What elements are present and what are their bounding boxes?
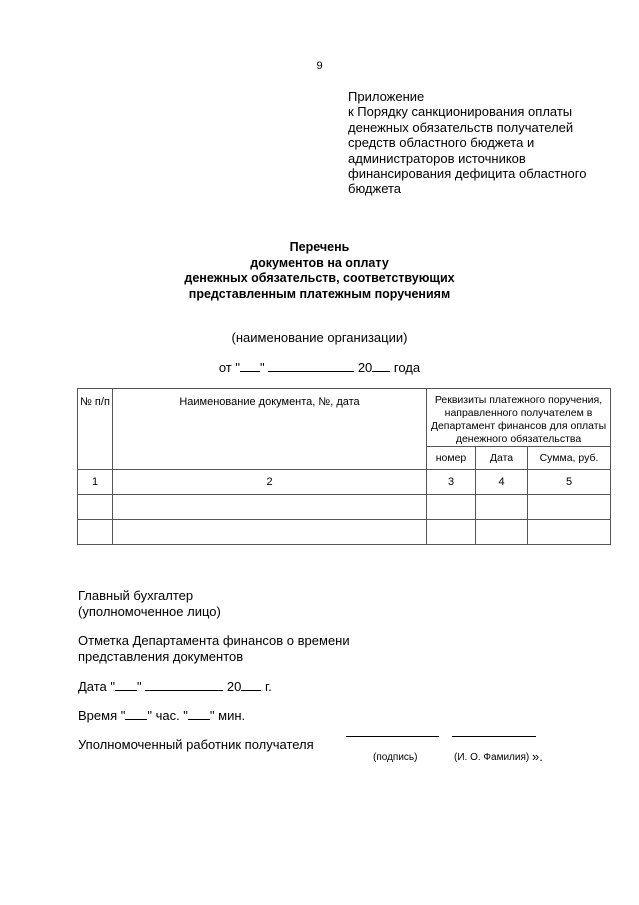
year-blank [241,679,261,691]
day-blank [240,360,260,372]
page-number: 9 [316,60,323,72]
dept-mark-line: Отметка Департамента финансов о времени [78,633,350,648]
date-prefix: Дата " [78,679,116,694]
column-number: 3 [427,470,476,495]
appendix-line: Приложение [348,89,425,104]
day-blank [115,679,137,691]
date-mid1: " [137,679,146,694]
appendix-line: средств областного бюджета и [348,135,535,151]
signature-caption: (подпись) [373,752,418,763]
date-mid2: 20 [223,679,242,694]
appendix-block [348,89,618,197]
appendix-line: бюджета [348,181,402,197]
header-order-date: Дата [476,447,528,470]
name-caption: (И. О. Фамилия) [454,752,530,763]
title-line: представленным платежным поручениям [188,286,451,301]
header-order-number: номер [427,447,476,470]
appendix-line: финансирования дефицита областного [348,166,587,182]
date-suffix: года [390,360,421,375]
chief-accountant-label: Главный бухгалтер [78,588,194,603]
authorized-person-label: (уполномоченное лицо) [78,603,221,619]
title-line: денежных обязательств, соответствующих [184,271,455,285]
title-line: Перечень [289,240,350,254]
organization-label: (наименование организации) [231,330,408,345]
date-mid1: " [259,360,269,375]
title-line: документов на оплату [250,255,389,270]
hour-blank [125,708,147,720]
appendix-line: администраторов источников [348,150,526,166]
document-date-line [0,360,639,375]
year-blank [372,360,390,372]
closing-quote-mark: ». [532,749,543,764]
mark-time-line [78,708,245,724]
header-requisites: Реквизиты платежного поручения, направленного получателем в Департамент финансов для оплаты денежного обязательства [427,389,611,447]
date-prefix: от " [218,360,240,375]
column-number: 2 [113,470,427,495]
column-number: 5 [528,470,611,495]
month-blank [268,360,354,372]
month-blank [145,679,223,691]
documents-table [77,388,611,545]
mark-date-line [78,679,272,695]
table-row [78,495,611,520]
header-order-sum: Сумма, руб. [528,447,611,470]
authorized-worker-label: Уполномоченный работник получателя [78,737,314,752]
signature-line [346,736,439,737]
time-prefix: Время " [78,708,126,723]
chief-accountant-block [78,588,221,619]
document-title [0,240,639,302]
dept-mark-line: представления документов [78,648,244,664]
column-number: 1 [78,470,113,495]
time-mid: " час. " [147,708,188,723]
appendix-line: к Порядку санкционирования оплаты [348,104,573,120]
table-row [78,520,611,545]
time-suffix: " мин. [209,708,246,723]
date-suffix: г. [261,679,272,694]
column-number: 4 [476,470,528,495]
appendix-line: денежных обязательств получателей [348,119,574,135]
minute-blank [188,708,210,720]
header-number: № п/п [78,389,113,470]
name-line [452,736,536,737]
header-document-name: Наименование документа, №, дата [113,389,427,470]
dept-mark-block [78,633,350,664]
date-mid2: 20 [354,360,373,375]
